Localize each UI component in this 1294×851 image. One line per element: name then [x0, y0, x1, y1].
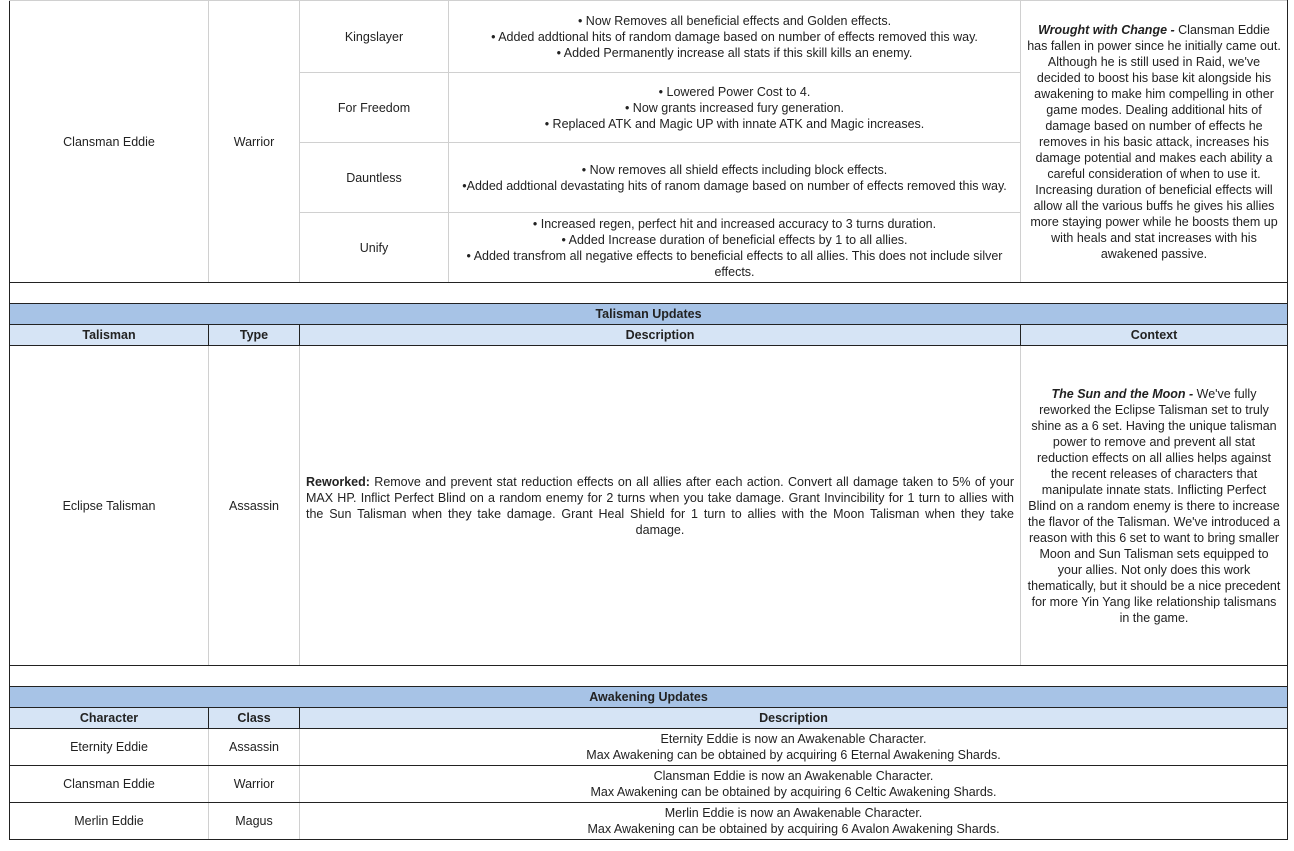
header-class: Class [209, 708, 300, 729]
hero-context-cell [1021, 1, 1288, 283]
talisman-name-cell: Eclipse Talisman [10, 346, 209, 666]
section-spacer [10, 666, 1288, 687]
skill-description: • Now removes all shield effects including block effects. •Added addtional devastating hits of ranom damage based on number of effects removed this way. [449, 143, 1021, 213]
header-context: Context [1021, 325, 1288, 346]
skill-description: • Increased regen, perfect hit and increased accuracy to 3 turns duration. • Added Increase duration of beneficial effects by 1 to all allies. • Added transfrom all negative effects to beneficial effects to all allies. This does not include silver effects. [449, 213, 1021, 283]
description-cell: Clansman Eddie is now an Awakenable Character. Max Awakening can be obtained by acquiring 6 Celtic Awakening Shards. [300, 766, 1288, 803]
header-type: Type [209, 325, 300, 346]
skill-name: For Freedom [300, 73, 449, 143]
desc-text: Remove and prevent stat reduction effects on all allies after each action. Convert all damage taken to 5% of your MAX HP. Inflict Perfect Blind on a random enemy for 2 turns when you take damage. Grant Invincibility for 1 turn to allies with the Sun Talisman when they take damage. Grant Heal Shield for 1 turn to allies with the Moon Talisman when they take damage. [306, 474, 1014, 537]
talisman-description-cell [300, 346, 1021, 666]
header-description: Description [300, 708, 1288, 729]
header-description: Description [300, 325, 1021, 346]
character-cell: Eternity Eddie [10, 729, 209, 766]
header-character: Character [10, 708, 209, 729]
hero-class-cell: Warrior [209, 1, 300, 283]
table-row [10, 803, 1288, 840]
character-cell: Merlin Eddie [10, 803, 209, 840]
context-title: Wrought with Change - [1038, 22, 1175, 37]
skill-description: • Now Removes all beneficial effects and Golden effects. • Added addtional hits of random damage based on number of effects removed this way. • Added Permanently increase all stats if this skill kills an enemy. [449, 1, 1021, 73]
section-spacer [10, 283, 1288, 304]
description-cell: Merlin Eddie is now an Awakenable Character. Max Awakening can be obtained by acquiring 6 Avalon Awakening Shards. [300, 803, 1288, 840]
desc-bold: Reworked: [306, 474, 370, 489]
table-row [10, 766, 1288, 803]
context-title: The Sun and the Moon - [1051, 386, 1194, 401]
talisman-section-title: Talisman Updates [10, 304, 1288, 325]
hero-skills-table [9, 0, 1288, 283]
character-cell: Clansman Eddie [10, 766, 209, 803]
class-cell: Magus [209, 803, 300, 840]
header-talisman: Talisman [10, 325, 209, 346]
talisman-type-cell: Assassin [209, 346, 300, 666]
context-text: Clansman Eddie has fallen in power since he initially came out. Although he is still used in Raid, we've decided to boost his base kit alongside his awakening to make him compelling in other game modes. Dealing additional hits of damage based on number of effects he removes in his basic attack, increases his damage potential and makes each ability a careful consideration of when to use it. Increasing duration of beneficial effects will allow all the various buffs he gives his allies more staying power while he boosts them up with heals and stat increases with his awakened passive. [1027, 22, 1281, 261]
skill-name: Unify [300, 213, 449, 283]
class-cell: Assassin [209, 729, 300, 766]
hero-name-cell: Clansman Eddie [10, 1, 209, 283]
talisman-table [9, 282, 1288, 666]
class-cell: Warrior [209, 766, 300, 803]
context-text: We've fully reworked the Eclipse Talisman set to truly shine as a 6 set. Having the unique talisman power to remove and prevent all stat reduction effects on all allies helps against the recent releases of characters that manipulate innate stats. Inflicting Perfect Blind on a random enemy is there to increase the flavor of the Talisman. We've introduced a reason with this 6 set to want to bring smaller Moon and Sun Talisman sets equipped to your allies. Not only does this work thematically, but it should be a nice precedent for more Yin Yang like relationship talismans in the game. [1027, 386, 1281, 625]
description-cell: Eternity Eddie is now an Awakenable Character. Max Awakening can be obtained by acquiring 6 Eternal Awakening Shards. [300, 729, 1288, 766]
skill-description: • Lowered Power Cost to 4. • Now grants increased fury generation. • Replaced ATK and Magic UP with innate ATK and Magic increases. [449, 73, 1021, 143]
skill-name: Dauntless [300, 143, 449, 213]
table-row [10, 729, 1288, 766]
awakening-table [9, 665, 1288, 840]
skill-name: Kingslayer [300, 1, 449, 73]
awakening-section-title: Awakening Updates [10, 687, 1288, 708]
talisman-context-cell [1021, 346, 1288, 666]
